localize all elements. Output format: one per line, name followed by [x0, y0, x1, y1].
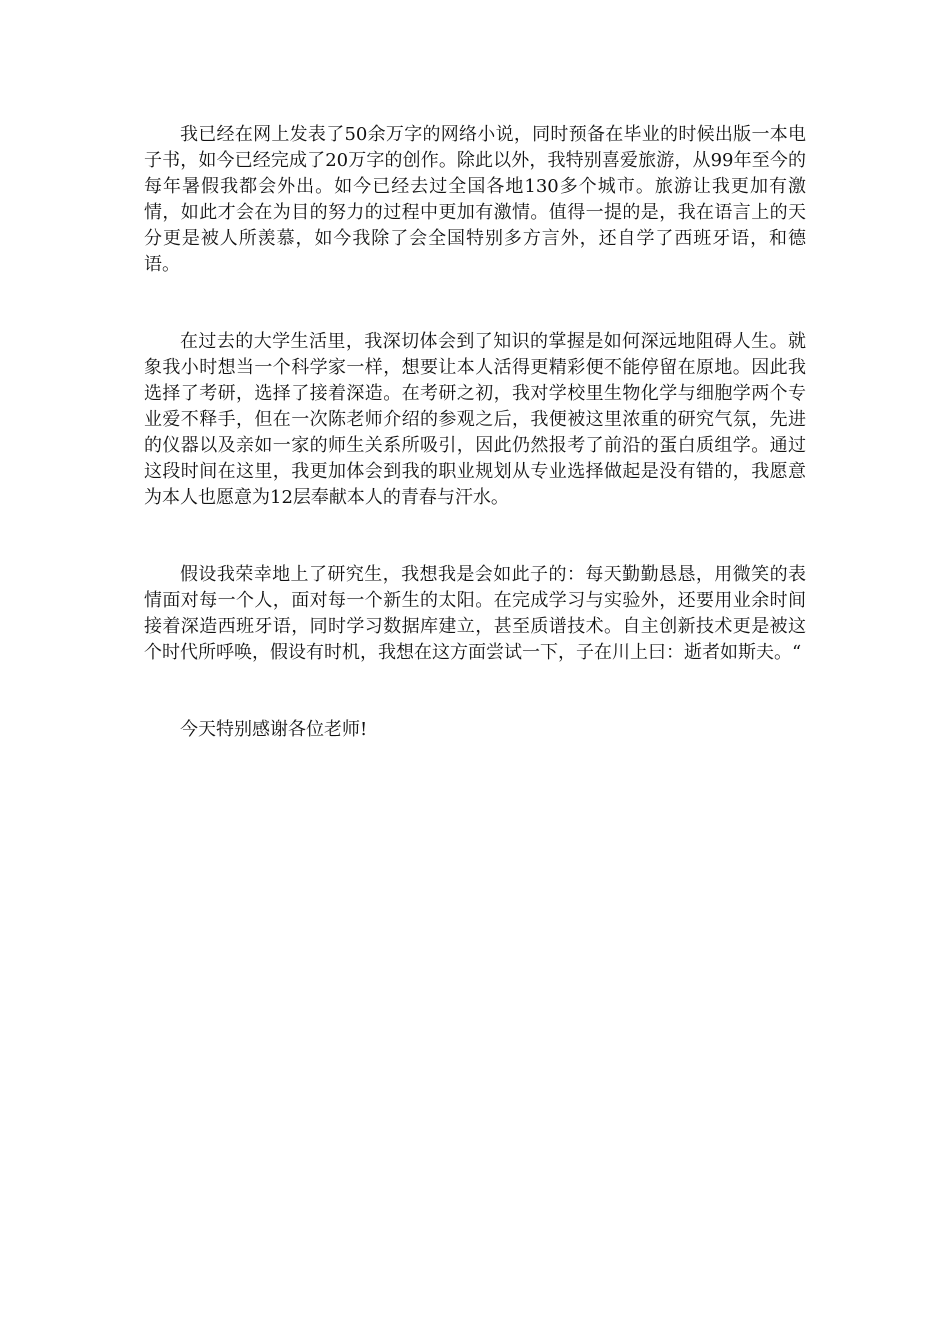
paragraph-hobbies: 我已经在网上发表了50余万字的网络小说，同时预备在毕业的时候出版一本电子书，如今已经完成了20万字的创作。除此以外，我特别喜爱旅游，从99年至今的每年暑假我都会外出。如今已经去过全国各地130多个城市。旅游让我更加有激情，如此才会在为目的努力的过程中更加有激情。值得一提的是，我在语言上的天分更是被人所羡慕，如今我除了会全国特别多方言外，还自学了西班牙语，和德语。 [144, 124, 806, 275]
paragraph-graduate-study: 在过去的大学生活里，我深切体会到了知识的掌握是如何深远地阻碍人生。就象我小时想当一个科学家一样，想要让本人活得更精彩便不能停留在原地。因此我选择了考研，选择了接着深造。在考研之初，我对学校里生物化学与细胞学两个专业爱不释手，但在一次陈老师介绍的参观之后，我便被这里浓重的研究气氛，先进的仪器以及亲如一家的师生关系所吸引，因此仍然报考了前沿的蛋白质组学。通过这段时间在这里，我更加体会到我的职业规划从专业选择做起是没有错的，我愿意为本人也愿意为12层奉献本人的青春与汗水。 [144, 331, 806, 508]
document-body [144, 122, 806, 743]
paragraph-future-plans: 假设我荣幸地上了研究生，我想我是会如此子的：每天勤勤恳恳，用微笑的表情面对每一个人，面对每一个新生的太阳。在完成学习与实验外，还要用业余时间接着深造西班牙语，同时学习数据库建立，甚至质谱技术。自主创新技术更是被这个时代所呼唤，假设有时机，我想在这方面尝试一下，子在川上曰：逝者如斯夫。“ [144, 564, 806, 663]
paragraph-thanks: 今天特别感谢各位老师! [180, 719, 368, 740]
